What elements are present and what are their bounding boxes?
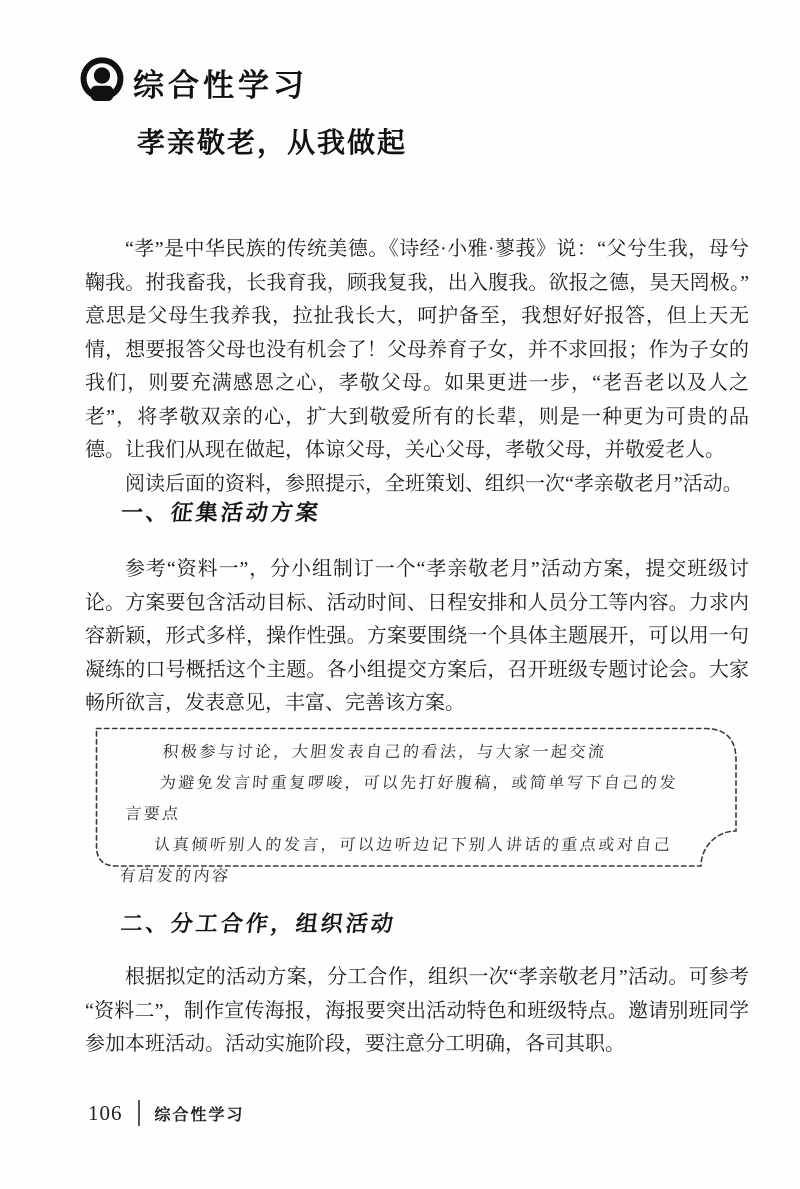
page-title: 孝亲敬老，从我做起 (137, 127, 408, 158)
section-label: 综合性学习 (133, 68, 308, 103)
page-number: 106 (88, 1100, 123, 1125)
intro-block (85, 233, 749, 501)
section-2-paragraph: 根据拟定的活动方案，分工合作，组织一次“孝亲敬老月”活动。可参考“资料二”，制作宣传海报，海报要突出活动特色和班级特点。邀请别班同学参加本班活动。活动实施阶段，要注意分工明确，各司其职。 (85, 966, 749, 1055)
section-1-body (85, 553, 749, 721)
footer-divider (138, 1100, 140, 1126)
note-line: 为避免发言时重复啰唆，可以先打好腹稿，或简单写下自己的发言要点 (124, 775, 679, 823)
note-box (95, 727, 739, 885)
note-box-text (118, 737, 698, 892)
note-line: 积极参与讨论，大胆发表自己的看法，与大家一起交流 (161, 744, 608, 761)
section-1-paragraph: 参考“资料一”，分小组制订一个“孝亲敬老月”活动方案，提交班级讨论。方案要包含活动目标、活动时间、日程安排和人员分工等内容。力求内容新颖，形式多样，操作性强。方案要围绕一个具体主题展开，可以用一句凝练的口号概括这个主题。各小组提交方案后，召开班级专题讨论会。大家畅所欲言，发表意见，丰富、完善该方案。 (85, 558, 749, 714)
footer-section-label: 综合性学习 (154, 1106, 245, 1124)
section-2-heading: 二、分工合作，组织活动 (119, 911, 398, 936)
intro-paragraph-1: “孝”是中华民族的传统美德。《诗经·小雅·蓼莪》说：“父兮生我，母兮鞠我。拊我畜我，长我育我，顾我复我，出入腹我。欲报之德，昊天罔极。”意思是父母生我养我，拉扯我长大，呵护备至，我想好好报答，但上天无情，想要报答父母也没有机会了！父母养育子女，并不求回报；作为子女的我们，则要充满感恩之心，孝敬父母。如果更进一步，“老吾老以及人之老”，将孝敬双亲的心，扩大到敬爱所有的长辈，则是一种更为可贵的品德。让我们从现在做起，体谅父母，关心父母，孝敬父母，并敬爱老人。 (85, 238, 749, 461)
intro-paragraph-2: 阅读后面的资料，参照提示，全班策划、组织一次“孝亲敬老月”活动。 (125, 472, 743, 495)
page-footer (88, 1100, 245, 1126)
note-line: 认真倾听别人的发言，可以边听边记下别人讲话的重点或对自己有启发的内容 (118, 837, 674, 885)
person-badge-icon (76, 56, 128, 108)
section-2-body (85, 961, 749, 1062)
section-1-heading: 一、征集活动方案 (119, 500, 323, 525)
